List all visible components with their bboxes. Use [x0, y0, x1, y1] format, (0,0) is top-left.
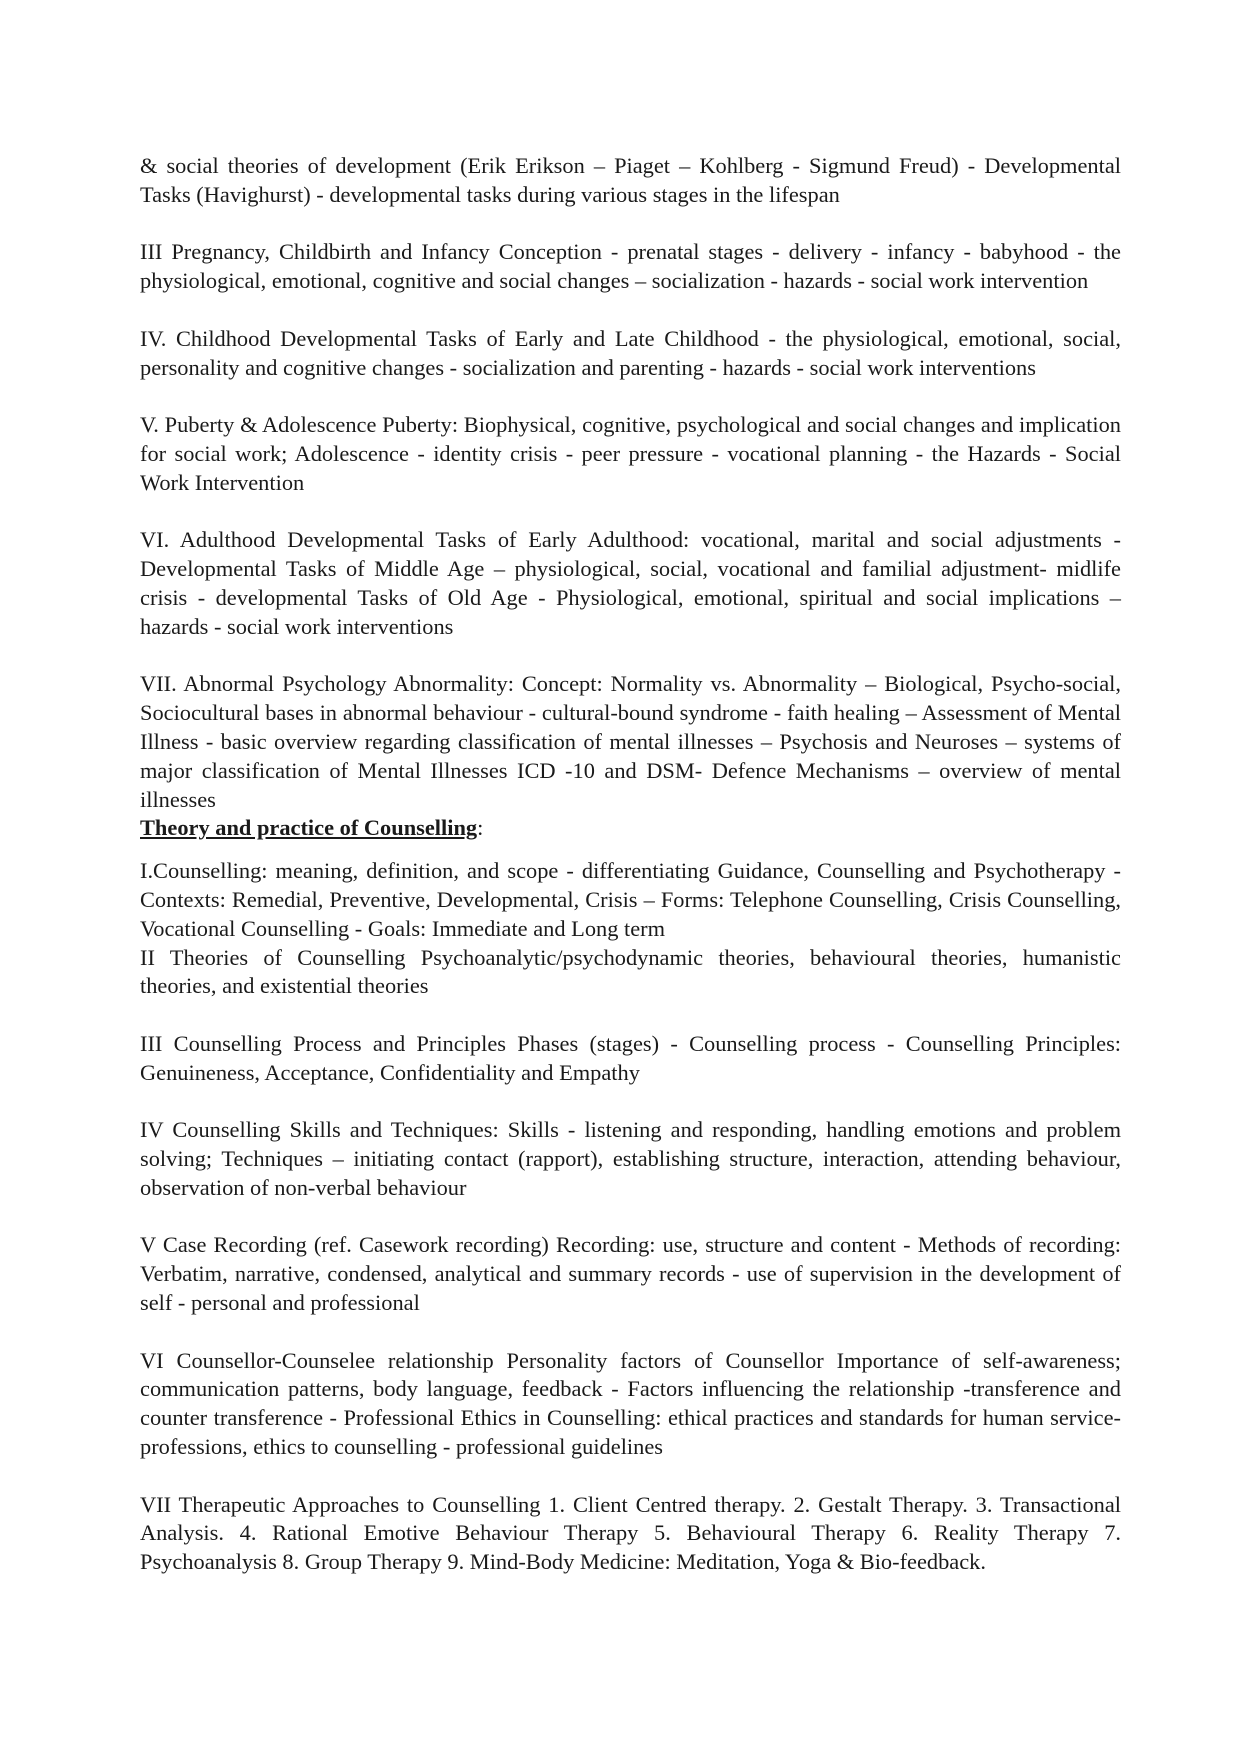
section-heading-counselling	[140, 814, 1121, 843]
paragraph-counselling-process: III Counselling Process and Principles Phases (stages) - Counselling process - Counselling Principles: Genuineness, Acceptance, Confidentiality and Empathy	[140, 1030, 1121, 1085]
paragraph-puberty-adolescence: V. Puberty & Adolescence Puberty: Biophysical, cognitive, psychological and social changes and implication for social work; Adolescence - identity crisis - peer pressure - vocational planning - the Hazards - Social Work Intervention	[140, 412, 1121, 495]
paragraph-therapeutic-approaches: VII Therapeutic Approaches to Counselling 1. Client Centred therapy. 2. Gestalt Therapy. 3. Transactional Analysis. 4. Rational Emotive Behaviour Therapy 5. Behavioural Therapy 6. Reality Therapy 7. Psychoanalysis 8. Group Therapy 9. Mind-Body Medicine: Meditation, Yoga & Bio-feedback.	[140, 1491, 1121, 1575]
section-heading-text: Theory and practice of Counselling	[140, 815, 478, 841]
paragraph-adulthood: VI. Adulthood Developmental Tasks of Early Adulthood: vocational, marital and social adjustments - Developmental Tasks of Middle Age – physiological, social, vocational and familial adjustment- midlife crisis - developmental Tasks of Old Age - Physiological, emotional, spiritual and social implications – hazards - social work interventions	[140, 527, 1121, 639]
paragraph-theories-of-counselling: II Theories of Counselling Psychoanalytic/psychodynamic theories, behavioural theories, humanistic theories, and existential theories	[140, 944, 1121, 999]
paragraph-social-theories: & social theories of development (Erik Erikson – Piaget – Kohlberg - Sigmund Freud) - Developmental Tasks (Havighurst) - developmental tasks during various stages in the lifespan	[140, 153, 1121, 207]
paragraph-childhood: IV. Childhood Developmental Tasks of Early and Late Childhood - the physiological, emotional, social, personality and cognitive changes - socialization and parenting - hazards - social work interventions	[140, 325, 1121, 380]
paragraph-counsellor-relationship: VI Counsellor-Counselee relationship Personality factors of Counsellor Importance of self-awareness; communication patterns, body language, feedback - Factors influencing the relationship -transference and counter transference - Professional Ethics in Counselling: ethical practices and standards for human service-professions, ethics to counselling - professional guidelines	[140, 1347, 1121, 1460]
paragraph-abnormal-psychology: VII. Abnormal Psychology Abnormality: Concept: Normality vs. Abnormality – Biological, Psycho-social, Sociocultural bases in abnormal behaviour - cultural-bound syndrome - faith healing – Assessment of Mental Illness - basic overview regarding classification of mental illnesses – Psychosis and Neuroses – systems of major classification of Mental Illnesses ICD -10 and DSM- Defence Mechanisms – overview of mental illnesses	[140, 671, 1121, 812]
paragraph-counselling-skills: IV Counselling Skills and Techniques: Skills - listening and responding, handling emotions and problem solving; Techniques – initiating contact (rapport), establishing structure, interaction, attending behaviour, observation of non-verbal behaviour	[140, 1117, 1121, 1200]
paragraph-counselling-meaning: I.Counselling: meaning, definition, and scope - differentiating Guidance, Counselling and Psychotherapy - Contexts: Remedial, Preventive, Developmental, Crisis – Forms: Telephone Counselling, Crisis Counselling, Vocational Counselling - Goals: Immediate and Long term	[140, 858, 1121, 941]
document-page	[140, 152, 1121, 1577]
section-heading-suffix: :	[477, 815, 484, 841]
paragraph-case-recording: V Case Recording (ref. Casework recording) Recording: use, structure and content - Methods of recording: Verbatim, narrative, condensed, analytical and summary records - use of supervision in the development of self - personal and professional	[140, 1232, 1121, 1316]
paragraph-pregnancy-infancy: III Pregnancy, Childbirth and Infancy Conception - prenatal stages - delivery - infancy - babyhood - the physiological, emotional, cognitive and social changes – socialization - hazards - social work intervention	[140, 239, 1121, 294]
